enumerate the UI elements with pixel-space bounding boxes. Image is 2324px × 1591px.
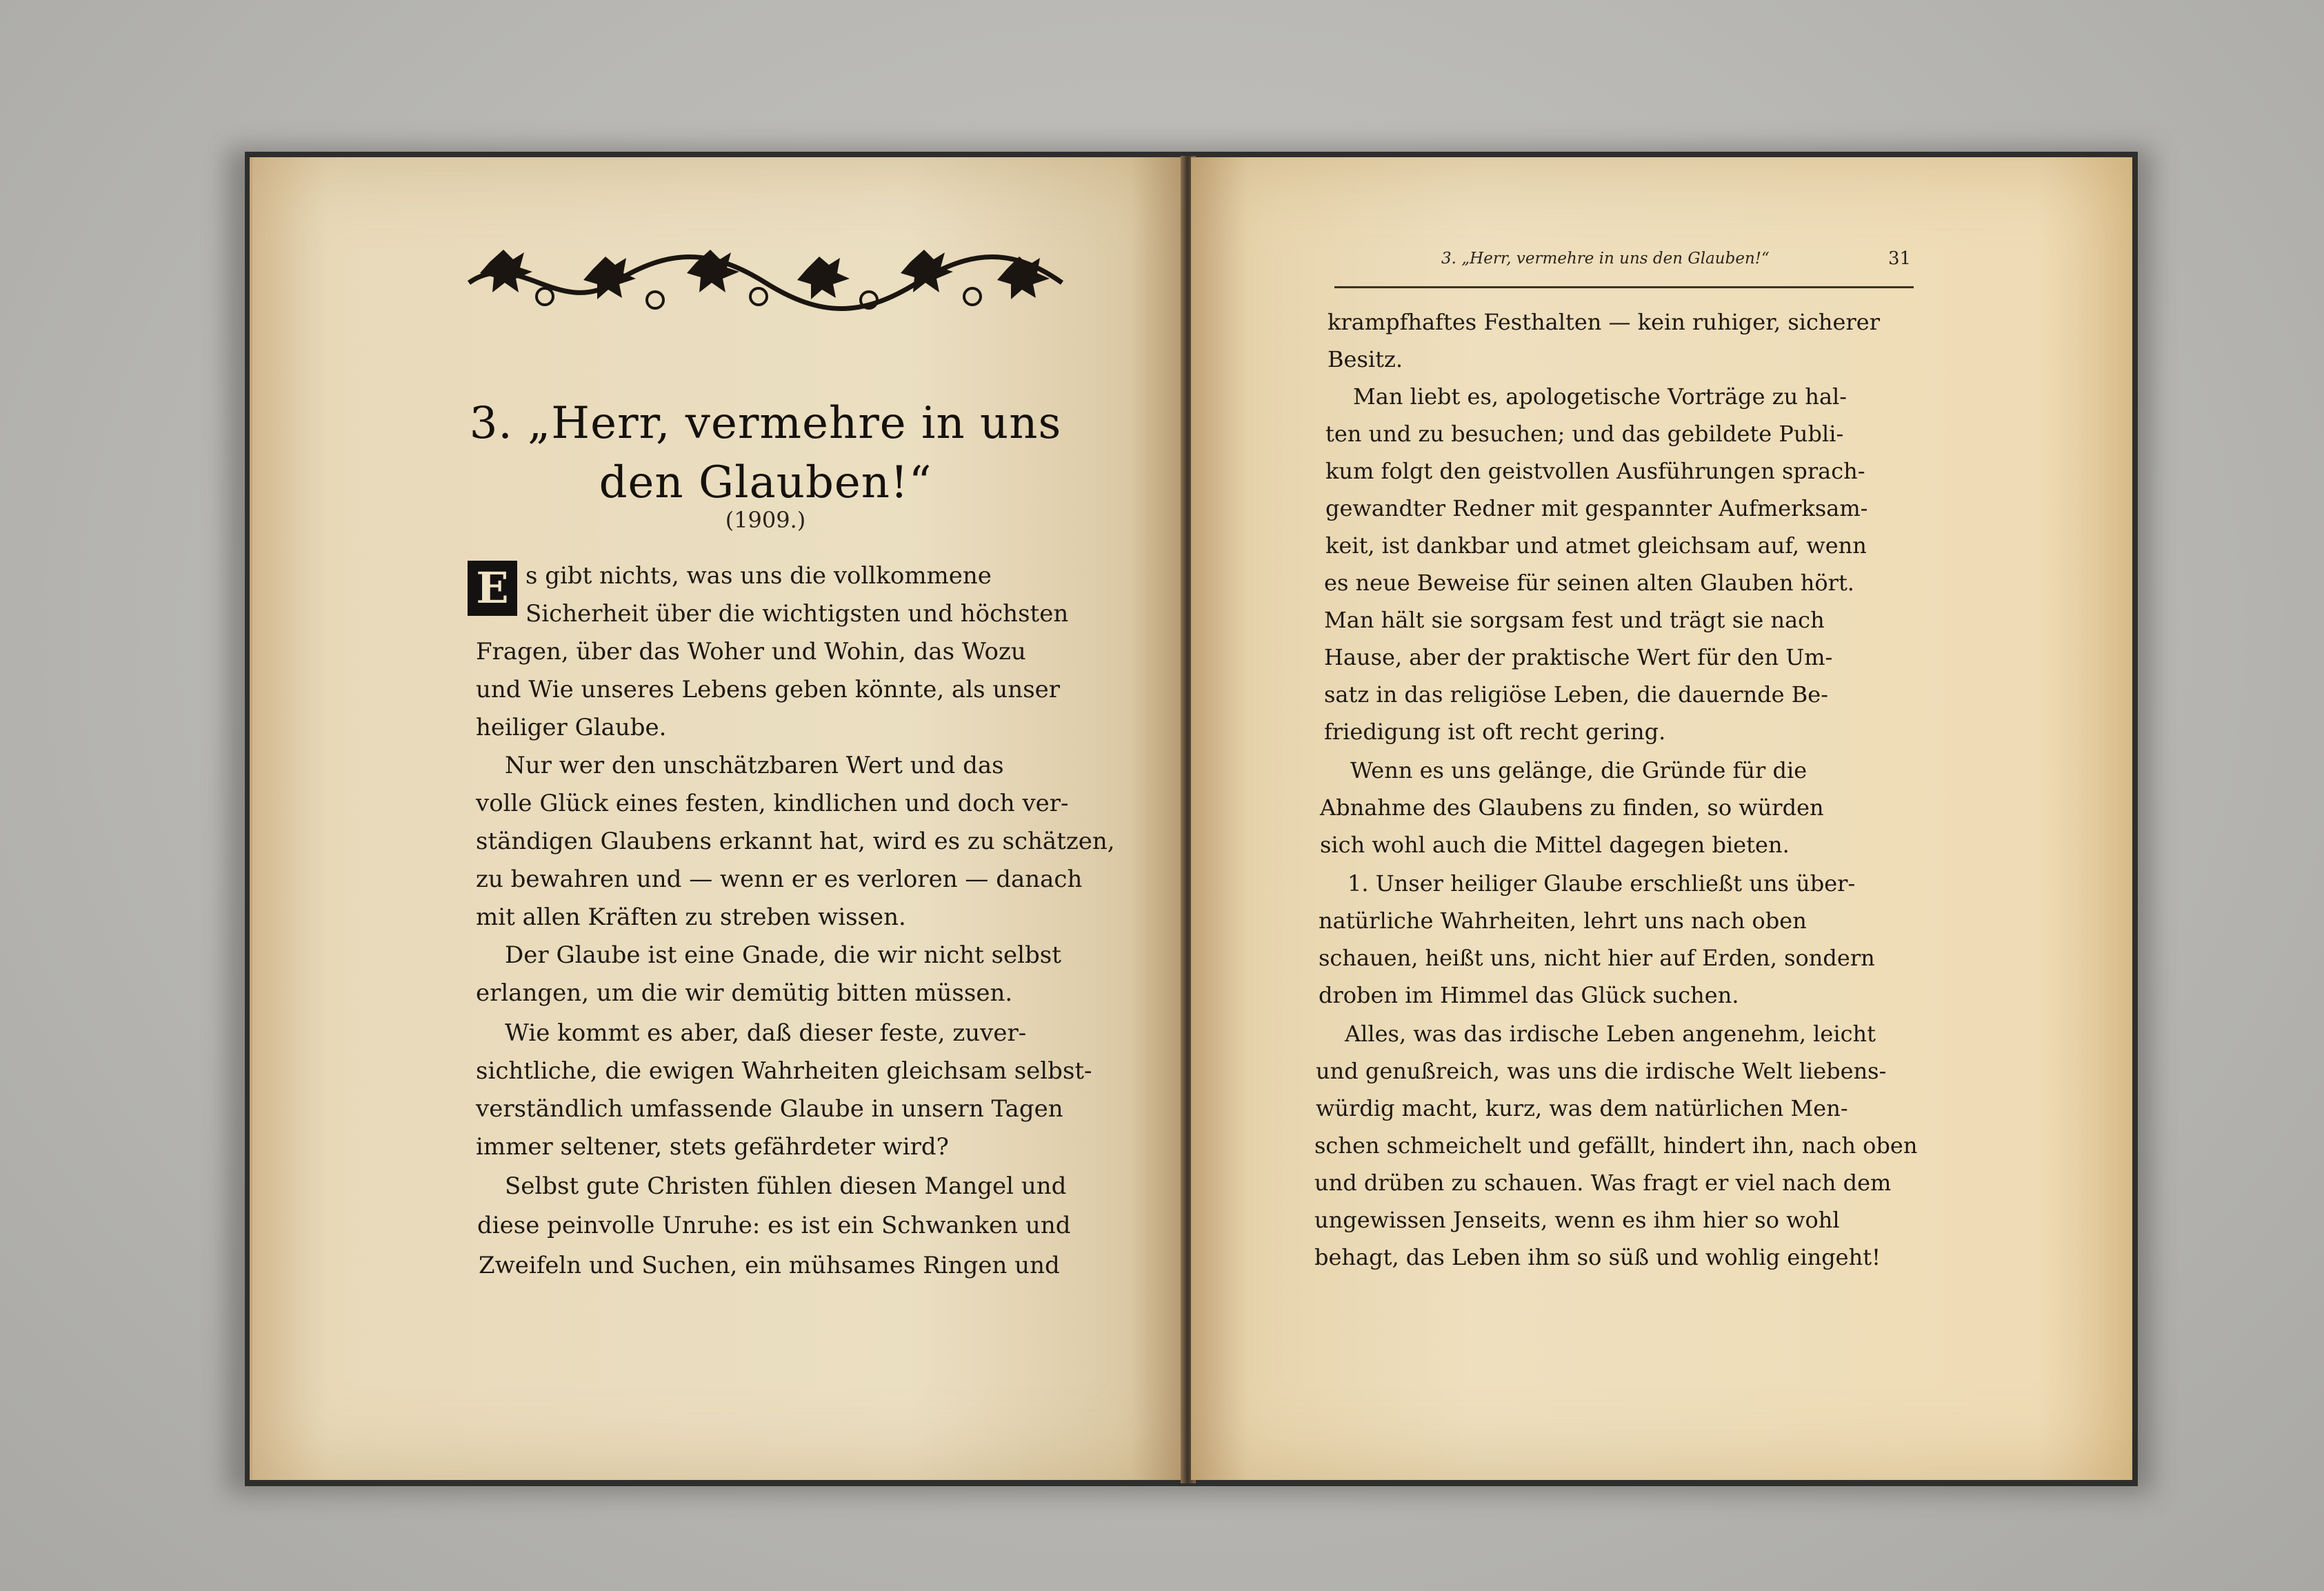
- right-line-7: keit, ist dankbar und atmet gleichsam auf, wenn: [1325, 532, 1867, 559]
- left-line-5: heiliger Glaube.: [476, 714, 667, 741]
- left-line-7: volle Glück eines festen, kindlichen und doch ver-: [476, 790, 1069, 817]
- left-line-14: sichtliche, die ewigen Wahrheiten gleichsam selbst-: [476, 1057, 1092, 1085]
- left-line-12: erlangen, um die wir demütig bitten müssen.: [476, 979, 1013, 1007]
- left-line-15: verständlich umfassende Glaube in unsern Tagen: [476, 1095, 1063, 1123]
- right-line-13: Wenn es uns gelänge, die Gründe für die: [1350, 757, 1807, 783]
- right-line-3: Man liebt es, apologetische Vorträge zu hal-: [1353, 383, 1847, 410]
- drop-cap-initial: E: [468, 561, 517, 616]
- right-line-23: schen schmeichelt und gefällt, hindert ihn, nach oben: [1314, 1132, 1918, 1159]
- right-line-12: friedigung ist oft recht gering.: [1324, 719, 1666, 745]
- left-line-3: Fragen, über das Woher und Wohin, das Wozu: [476, 638, 1026, 666]
- left-line-10: mit allen Kräften zu streben wissen.: [476, 903, 906, 931]
- right-line-21: und genußreich, was uns die irdische Welt liebens-: [1316, 1058, 1887, 1084]
- left-line-1: s gibt nichts, was uns die vollkommene: [525, 562, 992, 590]
- right-line-17: natürliche Wahrheiten, lehrt uns nach oben: [1319, 908, 1807, 934]
- right-line-22: würdig macht, kurz, was dem natürlichen Men-: [1316, 1095, 1848, 1121]
- right-line-26: behagt, das Leben ihm so süß und wohlig eingeht!: [1314, 1244, 1881, 1270]
- left-line-13: Wie kommt es aber, daß dieser feste, zuver-: [505, 1019, 1027, 1047]
- chapter-year: (1909.): [725, 507, 806, 533]
- left-line-8: ständigen Glaubens erkannt hat, wird es zu schätzen,: [476, 828, 1115, 855]
- right-line-8: es neue Beweise für seinen alten Glauben hört.: [1324, 570, 1854, 596]
- right-line-24: und drüben zu schauen. Was fragt er viel nach dem: [1314, 1170, 1892, 1196]
- right-line-5: kum folgt den geistvollen Ausführungen sprach-: [1325, 458, 1865, 484]
- left-line-19: Zweifeln und Suchen, ein mühsames Ringen und: [479, 1252, 1060, 1279]
- header-rule: [1334, 286, 1914, 288]
- right-line-11: satz in das religiöse Leben, die dauernde Be-: [1324, 681, 1829, 708]
- left-line-16: immer seltener, stets gefährdeter wird?: [476, 1133, 949, 1161]
- right-line-1: krampfhaftes Festhalten — kein ruhiger, sicherer: [1328, 309, 1880, 335]
- chapter-title-line-2: den Glauben!“: [599, 457, 932, 508]
- left-line-2: Sicherheit über die wichtigsten und höchsten: [525, 600, 1069, 628]
- right-line-14: Abnahme des Glaubens zu finden, so würden: [1320, 794, 1824, 821]
- page-number: 31: [1888, 248, 1912, 269]
- right-line-4: ten und zu besuchen; und das gebildete Publi-: [1325, 421, 1844, 447]
- chapter-title-line-1: 3. „Herr, vermehre in uns: [469, 398, 1062, 449]
- left-line-9: zu bewahren und — wenn er es verloren — danach: [476, 865, 1083, 893]
- left-line-18: diese peinvolle Unruhe: es ist ein Schwanken und: [477, 1212, 1071, 1239]
- left-line-6: Nur wer den unschätzbaren Wert und das: [505, 752, 1004, 779]
- left-line-17: Selbst gute Christen fühlen diesen Mangel und: [505, 1172, 1067, 1200]
- right-line-9: Man hält sie sorgsam fest und trägt sie nach: [1324, 607, 1825, 633]
- right-line-25: ungewissen Jenseits, wenn es ihm hier so wohl: [1314, 1207, 1840, 1233]
- right-line-2: Besitz.: [1328, 346, 1403, 372]
- vine-ornament-icon: [462, 241, 1069, 321]
- running-head: 3. „Herr, vermehre in uns den Glauben!“: [1441, 250, 1770, 268]
- left-page: [250, 157, 1187, 1480]
- right-line-6: gewandter Redner mit gespannter Aufmerksam-: [1325, 495, 1868, 521]
- right-line-16: 1. Unser heiliger Glaube erschließt uns über-: [1348, 870, 1856, 897]
- right-line-19: droben im Himmel das Glück suchen.: [1319, 982, 1739, 1008]
- right-line-10: Hause, aber der praktische Wert für den Um-: [1324, 644, 1833, 670]
- right-line-20: Alles, was das irdische Leben angenehm, leicht: [1345, 1021, 1876, 1047]
- left-line-11: Der Glaube ist eine Gnade, die wir nicht selbst: [505, 941, 1061, 969]
- right-line-15: sich wohl auch die Mittel dagegen bieten.: [1320, 832, 1790, 858]
- left-line-4: und Wie unseres Lebens geben könnte, als unser: [476, 676, 1061, 703]
- right-line-18: schauen, heißt uns, nicht hier auf Erden, sondern: [1319, 945, 1875, 971]
